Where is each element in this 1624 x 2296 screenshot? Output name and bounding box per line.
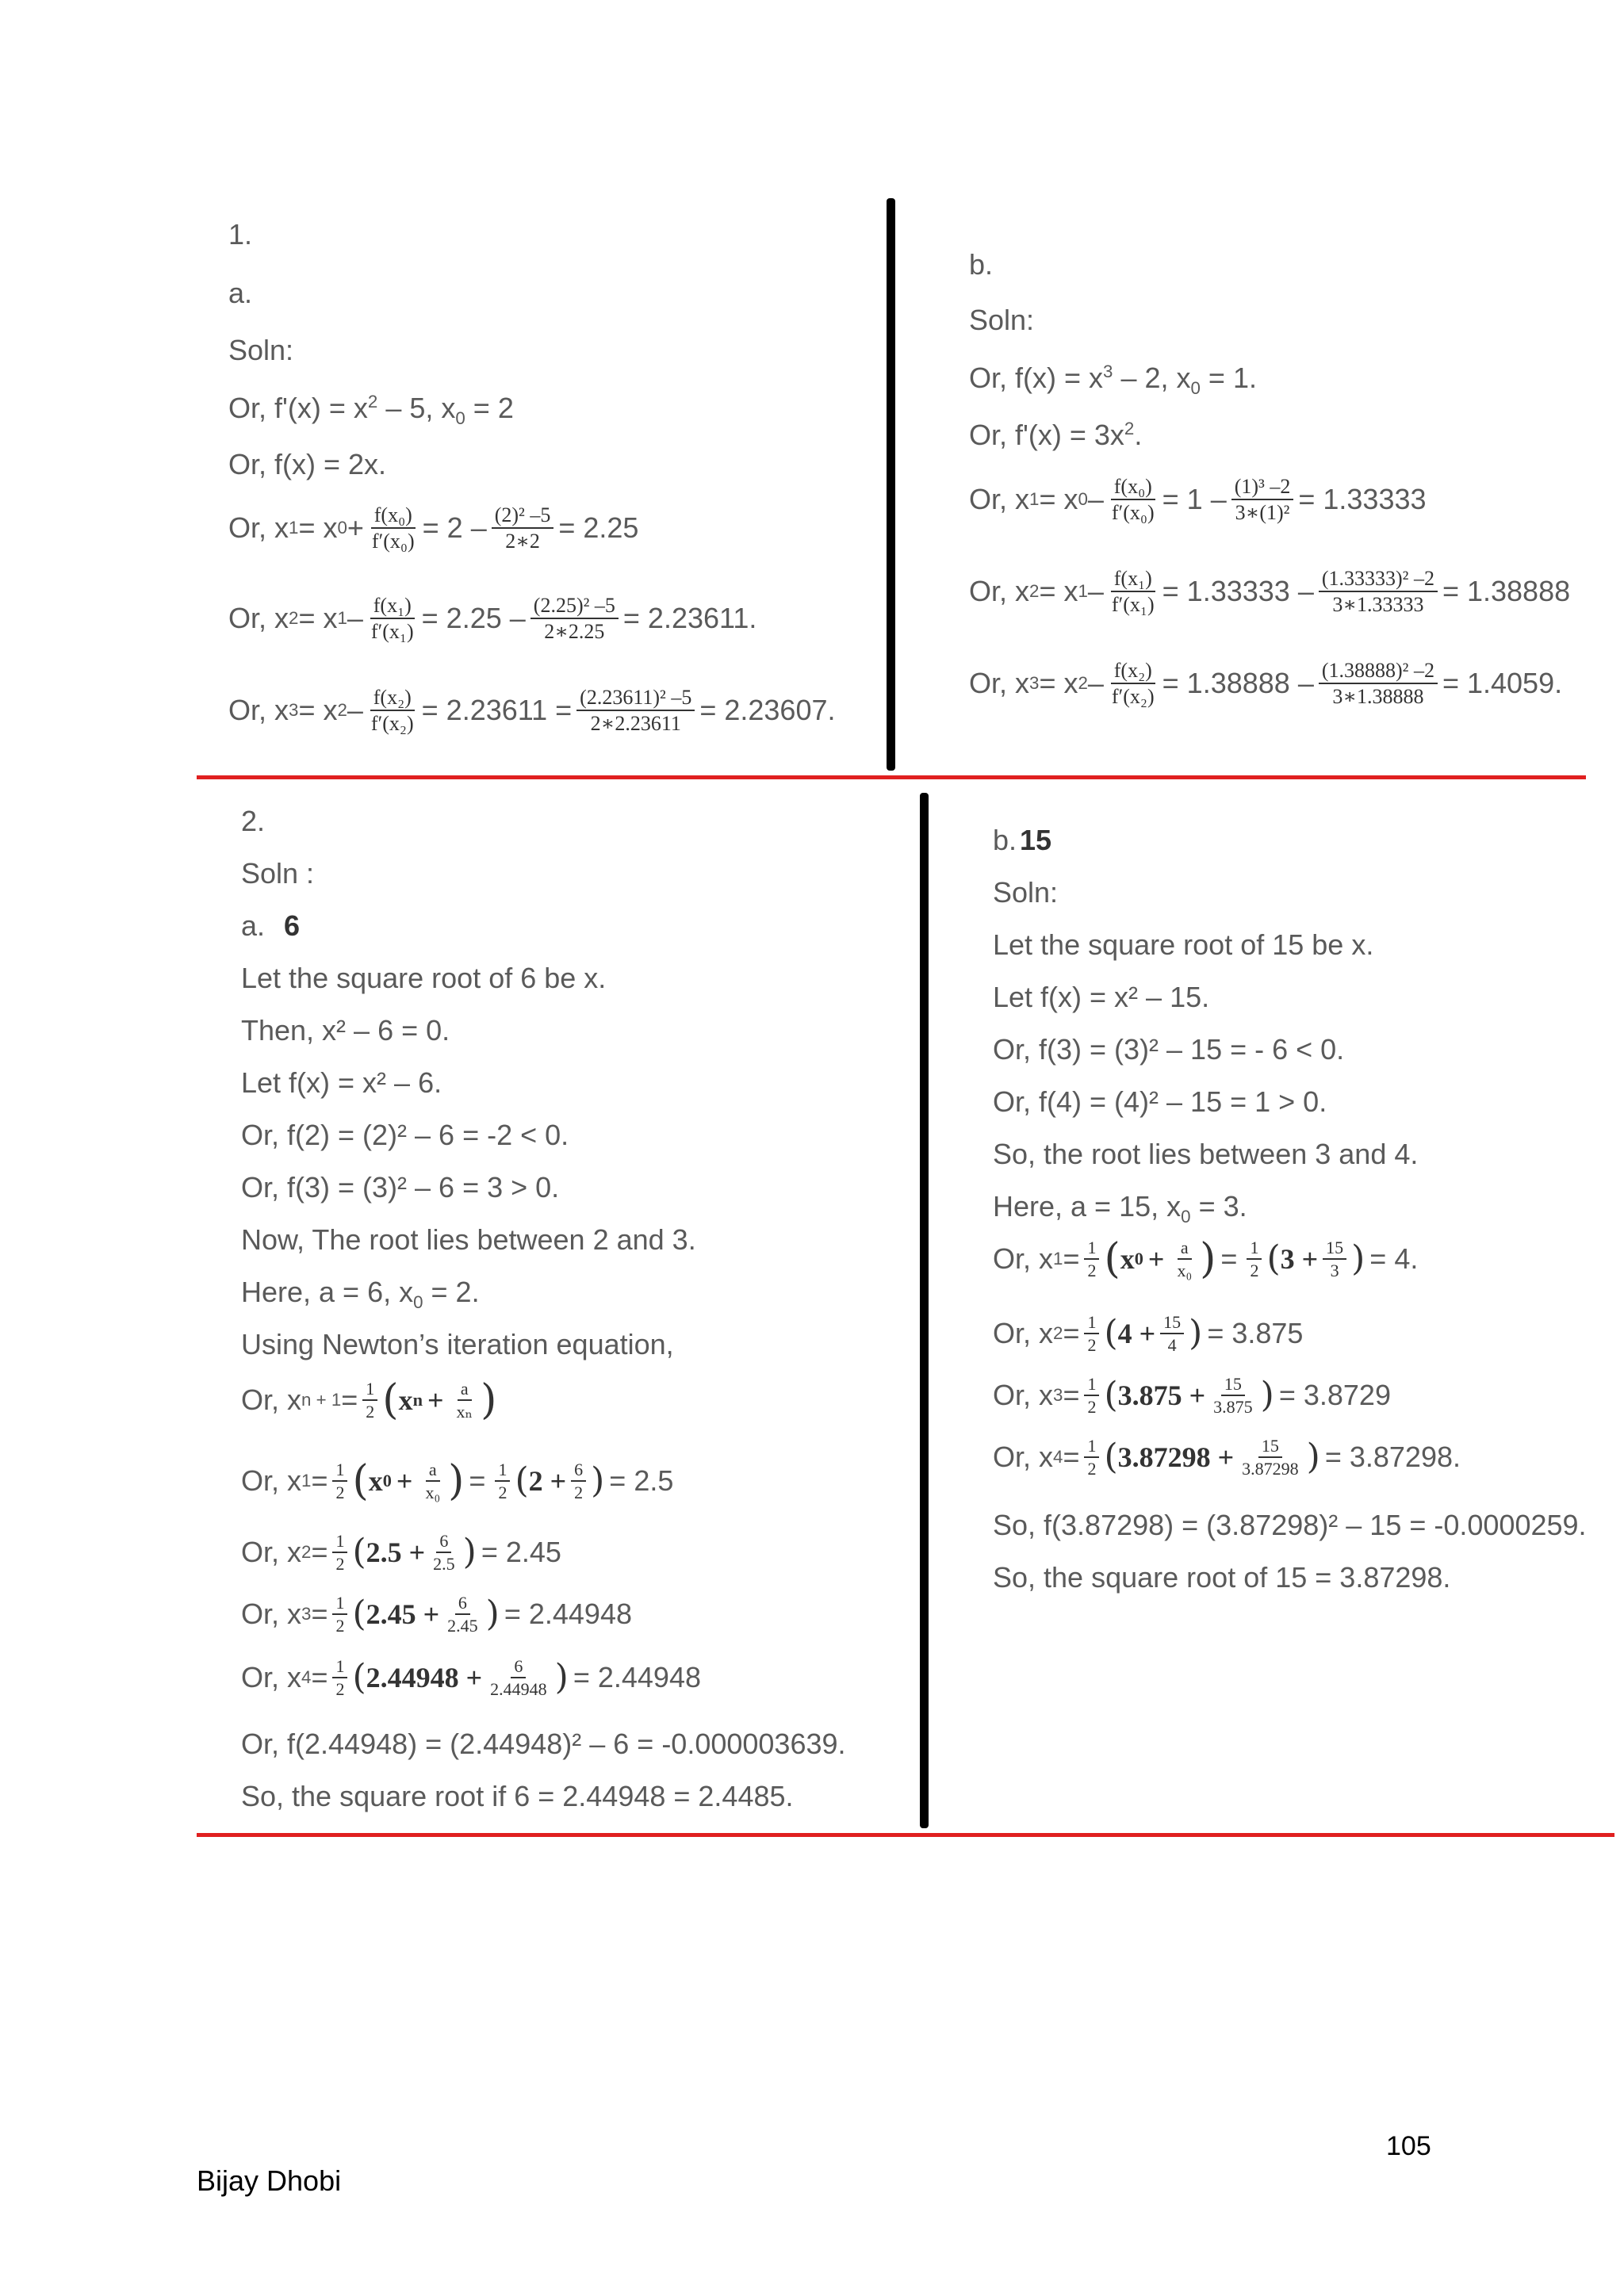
part-b-label: b.	[969, 248, 994, 281]
text-line: Here, a = 15, $x_0 = 3$.	[993, 1190, 1247, 1227]
iteration-x3: Or, x 3 = x 2 – $\frac{\text{f(x₂)}}{\text{f′(x₂)}}$ = 1.38888 – $\frac{\text{(1.38888)² –2}}{3∗1.38888}$ = 1.4059.	[969, 659, 1563, 709]
text-line: So, f(3.87298) = (3.87298)² – 15 = -0.0000259.	[993, 1509, 1587, 1541]
text-line: Let f(x) = x² – 15.	[993, 981, 1210, 1013]
equation-line: Or, $f(x) = x^3 - 2$, $x_0 = 1$.	[969, 362, 1257, 399]
equation-line: Or, f(x) = 2x.	[228, 448, 387, 480]
text-line: Here, a = 6, $x_0 = 2$.	[241, 1276, 480, 1313]
text-line: Then, x² – 6 = 0.	[241, 1014, 450, 1047]
text-line: Or, f(3) = (3)² – 6 = 3 > 0.	[241, 1171, 560, 1203]
soln-label: Soln :	[241, 857, 315, 890]
soln-label: Soln:	[228, 334, 294, 366]
iteration-x4: Or, x 4 = $\frac{1}{2}$ ( 3.87298 + $\frac{15}{3.87298}$ ) = 3.87298.	[993, 1436, 1461, 1479]
text-line: So, the square root of 15 = 3.87298.	[993, 1561, 1451, 1594]
soln-label: Soln:	[993, 876, 1059, 909]
part-b-label: b. 15	[993, 824, 1052, 856]
column-divider	[920, 793, 929, 1828]
iteration-x2: Or, x 2 = x 1 – $\frac{\text{f(x₁)}}{\text{f′(x₁)}}$ = 2.25 – $\frac{\text{(2.25)² –5}}{2∗2.25}$ = 2.23611.	[228, 594, 757, 644]
text-line: Now, The root lies between 2 and 3.	[241, 1223, 696, 1256]
text-line: Let f(x) = x² – 6.	[241, 1066, 442, 1099]
text-line: So, the square root if 6 = 2.44948 = 2.4485.	[241, 1780, 794, 1812]
iteration-x2: Or, x 2 = $\frac{1}{2}$ ( 4 + $\frac{15}{4}$ ) = 3.875	[993, 1312, 1304, 1356]
text-line: Or, f(3) = (3)² – 15 = - 6 < 0.	[993, 1033, 1345, 1066]
iteration-x4: Or, x 4 = $\frac{1}{2}$ ( 2.44948 + $\frac{6}{2.44948}$ ) = 2.44948	[241, 1656, 701, 1700]
text-line: So, the root lies between 3 and 4.	[993, 1138, 1419, 1170]
author-name: Bijay Dhobi	[197, 2164, 342, 2197]
iteration-x3: Or, x 3 = x 2 – $\frac{\text{f(x₂)}}{\text{f′(x₂)}}$ = 2.23611 = $\frac{\text{(2.23611)² –5}}{2∗2.23611}$ = 2.23607.	[228, 686, 836, 736]
section-separator	[197, 775, 1586, 779]
iteration-x2: Or, x 2 = $\frac{1}{2}$ ( 2.5 + $\frac{6}{2.5}$ ) = 2.45	[241, 1531, 561, 1575]
iteration-x3: Or, x 3 = $\frac{1}{2}$ ( 2.45 + $\frac{6}{2.45}$ ) = 2.44948	[241, 1593, 632, 1636]
text-line: Or, f(2) = (2)² – 6 = -2 < 0.	[241, 1119, 569, 1151]
question-1-number: 1.	[228, 218, 253, 251]
page-number: 105	[1386, 2131, 1431, 2161]
iteration-x1: Or, x 1 = $\frac{1}{2}$ ( x 0 + $\frac{a}{\text{x₀}}$ ) = $\frac{1}{2}$ ( 3 + $\frac{15}{3}$ ) = 4.	[993, 1235, 1419, 1284]
text-line: Let the square root of 6 be x.	[241, 962, 607, 994]
iteration-x2: Or, x 2 = x 1 – $\frac{\text{f(x₁)}}{\text{f′(x₁)}}$ = 1.33333 – $\frac{\text{(1.33333)² –2}}{3∗1.33333}$ = 1.38888	[969, 567, 1571, 617]
text-line: Or, f(4) = (4)² – 15 = 1 > 0.	[993, 1085, 1327, 1118]
equation-line: Or, $f'(x) = x^2 - 5$, $x_0 = 2$	[228, 392, 514, 429]
iteration-x1: Or, x 1 = x 0 + $\frac{\text{f(x₀)}}{\text{f′(x₀)}}$ = 2 – $\frac{\text{(2)² –5}}{2∗2}$ = 2.25	[228, 503, 639, 553]
newton-iteration-formula: Or, x n + 1 = $\frac{1}{2}$ ( x n + $\frac{a}{\text{xₙ}}$ )	[241, 1376, 497, 1425]
text-line: Let the square root of 15 be x.	[993, 928, 1374, 961]
text-line: Using Newton’s iteration equation,	[241, 1328, 674, 1360]
part-a-label: a.	[228, 277, 253, 309]
iteration-x1: Or, x 1 = x 0 – $\frac{\text{f(x₀)}}{\text{f′(x₀)}}$ = 1 – $\frac{\text{(1)³ –2}}{\text{3∗(1)²}}$ = 1.33333	[969, 475, 1427, 525]
part-a-label: a. 6	[241, 909, 301, 942]
equation-line: Or, $f'(x) = 3x^2$.	[969, 419, 1143, 451]
question-2-number: 2.	[241, 805, 266, 837]
column-divider	[887, 198, 895, 771]
iteration-x3: Or, x 3 = $\frac{1}{2}$ ( 3.875 + $\frac{15}{3.875}$ ) = 3.8729	[993, 1374, 1391, 1418]
soln-label: Soln:	[969, 304, 1035, 336]
iteration-x1: Or, x 1 = $\frac{1}{2}$ ( x 0 + $\frac{a}{\text{x₀}}$ ) = $\frac{1}{2}$ ( 2 + $\frac{6}{2}$ ) = 2.5	[241, 1457, 674, 1506]
section-separator	[197, 1833, 1614, 1837]
text-line: Or, f(2.44948) = (2.44948)² – 6 = -0.000003639.	[241, 1728, 846, 1760]
